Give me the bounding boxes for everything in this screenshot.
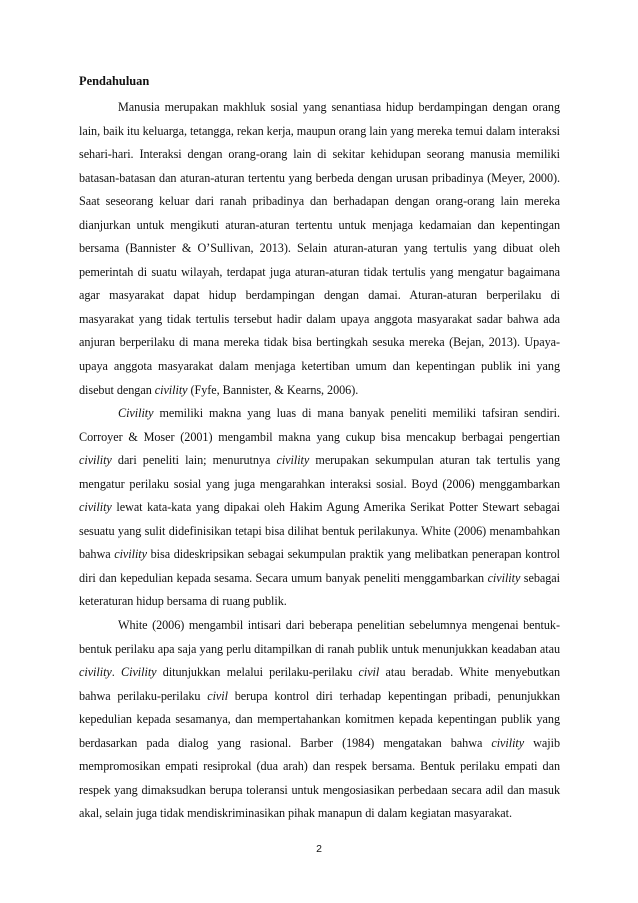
italic-term: Civility bbox=[118, 406, 154, 421]
italic-term: civil bbox=[358, 665, 380, 680]
text-run: lewat kata-kata yang dipakai oleh Hakim Agung Amerika Serikat Potter Stewart sebagai sesuatu yang sulit didefinisikan tetapi bisa dilihat bentuk perilakunya. White (2006) menambahkan bahwa bbox=[79, 500, 560, 562]
paragraph-2 bbox=[79, 402, 560, 614]
italic-term: civility bbox=[79, 453, 112, 468]
text-run: atau beradab. White menyebutkan bahwa perilaku-perilaku bbox=[79, 665, 560, 703]
body-text bbox=[79, 96, 560, 826]
italic-term: civility bbox=[79, 665, 112, 680]
text-run: . bbox=[111, 665, 122, 680]
italic-term: civility bbox=[154, 382, 188, 397]
text-run: (Fyfe, Bannister, & Kearns, 2006). bbox=[187, 382, 359, 397]
italic-term: civility bbox=[114, 547, 147, 562]
italic-term: civility bbox=[79, 500, 112, 515]
italic-term: civil bbox=[207, 688, 228, 703]
text-run: White (2006) mengambil intisari dari beberapa penelitian sebelumnya mengenai bentuk-bentuk perilaku apa saja yang perlu ditampilkan di ranah publik untuk menunjukkan keadaban atau bbox=[79, 618, 560, 656]
italic-term: civility bbox=[487, 570, 521, 585]
page-number: 2 bbox=[316, 843, 322, 855]
text-run: berupa kontrol diri terhadap kepentingan pribadi, penunjukkan kepedulian kepada sesamanya, dan mempertahankan komitmen kepada kepentingan publik yang berdasarkan pada dialog yang rasional. Barber (1984) mengatakan bahwa bbox=[79, 688, 561, 750]
paragraph-1 bbox=[79, 96, 560, 402]
italic-term: civility bbox=[276, 453, 310, 468]
text-run: Manusia merupakan makhluk sosial yang senantiasa hidup berdampingan dengan orang lain, baik itu keluarga, tetangga, rekan kerja, maupun orang lain yang mereka temui dalam interaksi sehari-hari. Interaksi dengan orang-orang lain di sekitar kehidupan seorang manusia memiliki batasan-batasan dan aturan-aturan tertentu yang berbeda dengan urusan pribadinya (Meyer, 2000). Saat seseorang keluar dari ranah pribadinya dan berhadapan dengan orang-orang lain mereka dianjurkan untuk mengikuti aturan-aturan tertentu untuk menjaga kedamaian dan kepentingan bersama (Bannister & O’Sullivan, 2013). Selain aturan-aturan yang tertulis yang dibuat oleh pemerintah di suatu wilayah, terdapat juga aturan-aturan tidak tertulis yang mengatur bagaimana agar masyarakat dapat hidup berdampingan dengan damai. Aturan-aturan berperilaku di masyarakat yang tidak tertulis tersebut hadir dalam upaya anggota masyarakat sadar bahwa ada anjuran berperilaku di mana mereka tidak bisa bertingkah sesuka mereka (Bejan, 2013). Upaya-upaya anggota masyarakat dalam menjaga ketertiban umum dan kepentingan publik ini yang disebut dengan bbox=[79, 100, 560, 397]
text-run: bisa dideskripsikan sebagai sekumpulan praktik yang melibatkan penerapan kontrol diri dan kepedulian kepada sesama. Secara umum banyak peneliti menggambarkan bbox=[79, 547, 561, 585]
text-run: memiliki makna yang luas di mana banyak peneliti memiliki tafsiran sendiri. Corroyer & Moser (2001) mengambil makna yang cukup bisa mencakup berbagai pengertian bbox=[79, 406, 560, 444]
text-run: merupakan sekumpulan aturan tak tertulis yang mengatur perilaku sosial yang juga mengarahkan interaksi sosial. Boyd (2006) menggambarkan bbox=[79, 453, 560, 491]
text-run: dari peneliti lain; menurutnya bbox=[111, 453, 277, 468]
italic-term: civility bbox=[491, 735, 525, 750]
paragraph-3 bbox=[79, 614, 560, 826]
text-run: wajib mempromosikan empati resiprokal (dua arah) dan respek bersama. Bentuk perilaku empati dan respek yang dimaksudkan berupa toleransi untuk mengosiasikan perbedaan secara adil dan masuk akal, selain juga tidak mendiskriminasikan pihak manapun di dalam kegiatan masyarakat. bbox=[79, 735, 560, 821]
text-run: ditunjukkan melalui perilaku-perilaku bbox=[156, 665, 359, 680]
section-heading: Pendahuluan bbox=[79, 74, 150, 88]
text-run: sebagai keteraturan hidup bersama di ruang publik. bbox=[79, 570, 560, 609]
italic-term: Civility bbox=[121, 665, 157, 680]
